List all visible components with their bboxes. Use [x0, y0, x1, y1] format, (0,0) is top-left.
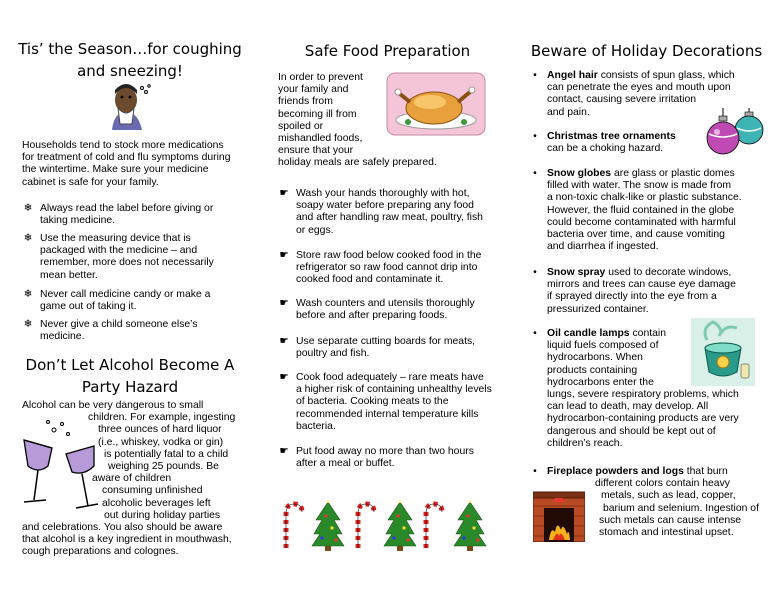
snowflake-icon: ❄: [23, 289, 33, 300]
snowflake-icon: ❄: [23, 203, 33, 214]
bullet-dot-icon: •: [533, 328, 537, 339]
decorations-title: Beware of Holiday Decorations: [530, 42, 763, 60]
candy-cane-tree-border: [280, 500, 494, 552]
pointing-hand-icon: ☛: [279, 298, 289, 309]
food-intro: In order to prevent your family and friends from becoming ill from spoiled or mishandled foods, ensure that your holiday meals are safely prepared.: [278, 72, 437, 169]
fireplace-icon: [533, 490, 585, 542]
bullet-dot-icon: •: [533, 466, 537, 477]
bullet-dot-icon: •: [533, 168, 537, 179]
medicine-title-line2: and sneezing!: [77, 62, 183, 80]
pointing-hand-icon: ☛: [279, 336, 289, 347]
bullet-dot-icon: •: [533, 267, 537, 278]
column-food: Safe Food Preparation In order to prevent your family and friends from becoming ill from spoiled or mishandled foods, ensure that your holiday meals are safely prepared. ☛ Wash your hands thoroughly with hot, soapy water before preparing any food and after handling raw meat, poultry, fish or eggs. ☛ Store raw food below cooked food in the refrigerator so raw food cannot drip into cooked food and contaminate it. ☛ Wash counters and utensils thoroughly before and after preparing foods. ☛ Use separate cutting boards for meats, poultry and fish. ☛ Cook food adequately – rare meats have a higher risk of containing unhealthy levels of bacteria. Cooking meats to the recommended internal temperature kills bacteria. ☛ Put food away no more than two hours after a meal or buffet.: [258, 0, 517, 600]
bullet-dot-icon: •: [533, 70, 537, 81]
snowflake-icon: ❄: [23, 233, 33, 244]
column-medicine: Tis’ the Season…for coughing and sneezing! Households tend to stock more medications for treatment of cold and flu symptoms during the wintertime. Make sure your medicine cabinet is safe for your family. ❄ Always read the label before giving or taking medicine. ❄ Use the measuring device that is packaged with the medicine – and remember, more does not necessarily mean better. ❄ Never call medicine candy or make a game out of taking it. ❄ Never give a child someone else’s medicine. Don’t Let Alcohol Become A Party Hazard Alcohol can be very dangerous to small children. For example, ingesting three ounces of hard liquor (i.e., whiskey, vodka or gin) is potentially fatal to a child weighing 25 pounds. Be aware of children consuming unfinished alcoholic beverages left out during holiday parties and celebrations. You also should be aware that alcohol is a key ingredient in mouthwash, cough preparations and colognes.: [0, 0, 258, 600]
oil-lamp-icon: [691, 318, 755, 386]
pointing-hand-icon: ☛: [279, 446, 289, 457]
ornaments-icon: [703, 108, 769, 158]
column-decorations: Beware of Holiday Decorations • Angel hair consists of spun glass, which can penetrate the eyes and mouth upon contact, causing severe irritation and pain. • Christmas tree ornaments can be a choking hazard. • Snow globes are glass or plastic domes filled with water. The snow is made from a non-toxic chalk-like or plastic substance. However, the fluid contained in the globe could become contaminated with harmful bacteria over time, and cause vomiting and diarrhea if ingested. • Snow spray used to decorate windows, mirrors and trees can cause eye damage if sprayed directly into the eye from a pressurized container. • Oil candle lamps contain liquid fuels composed of hydrocarbons. When products containing hydrocarbons enter the lungs, severe respiratory problems, which can lead to death, may develop. All hydrocarbon-containing products are very dangerous and should be kept out of children’s reach. • Fireplace powders and logs that burn different colors contain heavy metals, such as lead, copper, barium and selenium. Ingestion of such metals can cause intense stomach and intestinal upset.: [517, 0, 776, 600]
snowflake-icon: ❄: [23, 319, 33, 330]
pointing-hand-icon: ☛: [279, 250, 289, 261]
medicine-title-line1: Tis’ the Season…for coughing: [18, 40, 242, 58]
food-title: Safe Food Preparation: [304, 42, 471, 60]
bullet-dot-icon: •: [533, 131, 537, 142]
medicine-title: [10, 38, 250, 82]
alcohol-title: Don’t Let Alcohol Become A Party Hazard: [25, 356, 235, 396]
sneezing-man-icon: [108, 82, 154, 130]
pointing-hand-icon: ☛: [279, 188, 289, 199]
medicine-intro: Households tend to stock more medications for treatment of cold and flu symptoms during the wintertime. Make sure your medicine cabinet is safe for your family.: [22, 140, 231, 188]
alcohol-text: Alcohol can be very dangerous to small children. For example, ingesting three ounces of hard liquor (i.e., whiskey, vodka or gin) is potentially fatal to a child weighing 25 pounds. Be aware of children consuming unfinished alcoholic beverages left out during holiday parties and celebrations. You also should be aware that alcohol is a key ingredient in mouthwash, cough preparations and colognes.: [22, 400, 236, 558]
pointing-hand-icon: ☛: [279, 372, 289, 383]
